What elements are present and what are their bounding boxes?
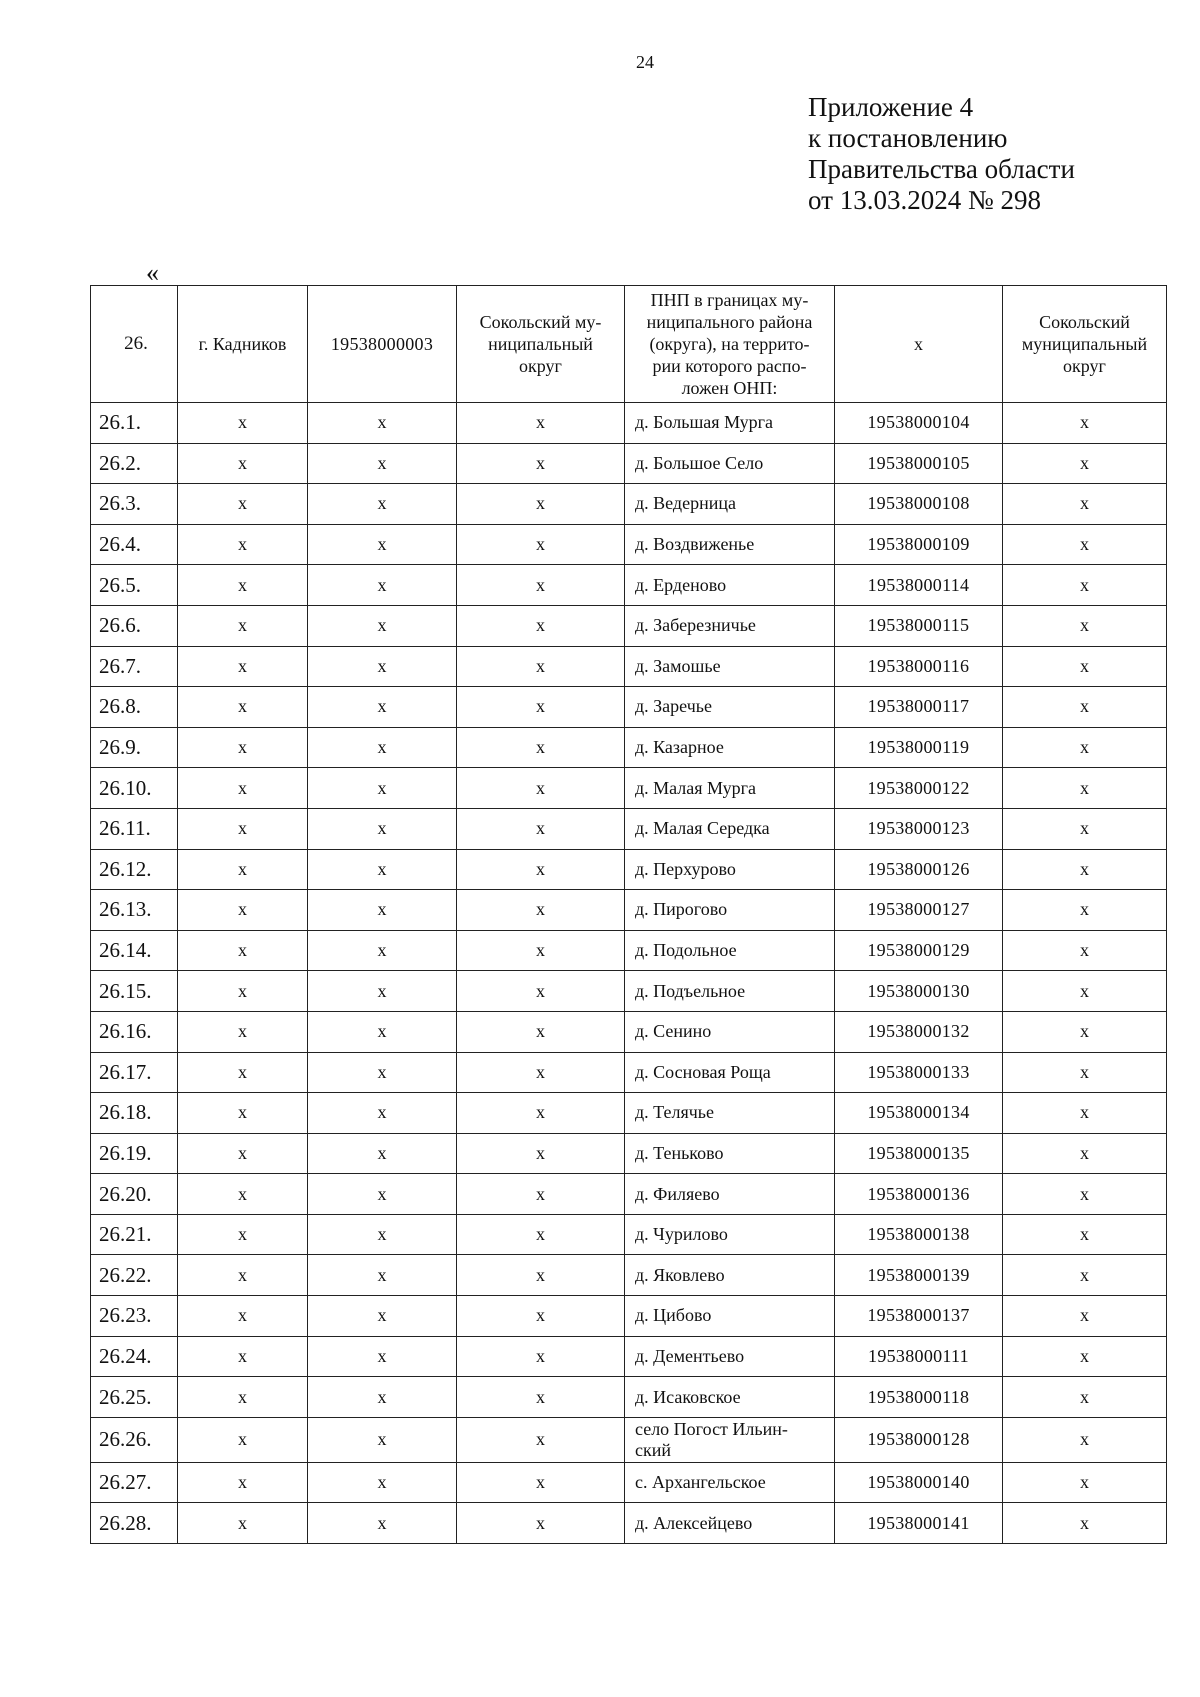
row-district: x [457,930,625,971]
row-settlement-code: 19538000126 [835,849,1003,890]
row-settlement-code: 19538000134 [835,1093,1003,1134]
row-city: x [178,1503,308,1544]
row-num: 26.19. [91,1133,178,1174]
row-district-2: x [1003,971,1167,1012]
table-row [91,1214,1167,1255]
row-district: x [457,1174,625,1215]
row-num: 26.16. [91,1011,178,1052]
row-num: 26.21. [91,1214,178,1255]
header-city: г. Кадников [178,286,308,403]
row-city: x [178,1214,308,1255]
row-settlement-code: 19538000114 [835,565,1003,606]
table-row [91,646,1167,687]
row-settlement-code: 19538000116 [835,646,1003,687]
row-city-code: x [308,443,457,484]
row-num: 26.18. [91,1093,178,1134]
row-settlement-name: д. Алексейцево [625,1503,835,1544]
row-city-code: x [308,403,457,444]
row-district-2: x [1003,768,1167,809]
row-num: 26.13. [91,890,178,931]
row-city-code: x [308,1377,457,1418]
row-settlement-code: 19538000105 [835,443,1003,484]
row-num: 26.6. [91,605,178,646]
table-row [91,930,1167,971]
row-settlement-name: д. Дементьево [625,1336,835,1377]
table-row [91,849,1167,890]
row-district-2: x [1003,1052,1167,1093]
row-city: x [178,1255,308,1296]
row-settlement-code: 19538000136 [835,1174,1003,1215]
row-city: x [178,1052,308,1093]
row-settlement-code: 19538000117 [835,687,1003,728]
row-city-code: x [308,1052,457,1093]
row-settlement-name: д. Воздвиженье [625,524,835,565]
table-row [91,808,1167,849]
row-district: x [457,646,625,687]
appendix-line-1: Приложение 4 [808,92,974,122]
row-num: 26.3. [91,484,178,525]
row-city: x [178,1174,308,1215]
header-code: 19538000003 [308,286,457,403]
row-city-code: x [308,565,457,606]
table-row [91,971,1167,1012]
table-row [91,687,1167,728]
opening-quote: « [146,258,159,287]
row-district-2: x [1003,1093,1167,1134]
appendix-heading [808,92,1075,216]
row-num: 26.1. [91,403,178,444]
row-district: x [457,524,625,565]
row-num: 26.8. [91,687,178,728]
table-row [91,1336,1167,1377]
header-pnp: ПНП в границах му- ниципального района (округа), на террито- рии которого распо- ложен ОНП: [625,286,835,403]
row-settlement-name: д. Малая Середка [625,808,835,849]
row-district-2: x [1003,1377,1167,1418]
row-district-2: x [1003,1417,1167,1462]
page-number: 24 [636,52,654,72]
row-city: x [178,768,308,809]
table-row [91,1174,1167,1215]
row-district-2: x [1003,443,1167,484]
row-num: 26.26. [91,1417,178,1462]
row-city: x [178,646,308,687]
row-district: x [457,484,625,525]
row-city: x [178,1417,308,1462]
row-settlement-name: д. Цибово [625,1296,835,1337]
row-settlement-name: д. Перхурово [625,849,835,890]
row-city: x [178,971,308,1012]
table-row [91,768,1167,809]
appendix-line-2: к постановлению [808,123,1008,153]
row-num: 26.24. [91,1336,178,1377]
appendix-line-3: Правительства области [808,154,1075,184]
row-city: x [178,403,308,444]
row-num: 26.20. [91,1174,178,1215]
row-settlement-code: 19538000109 [835,524,1003,565]
row-city: x [178,1093,308,1134]
table-row [91,605,1167,646]
row-city-code: x [308,605,457,646]
row-num: 26.15. [91,971,178,1012]
row-settlement-name: д. Ерденово [625,565,835,606]
row-district-2: x [1003,1133,1167,1174]
row-district-2: x [1003,1174,1167,1215]
row-city-code: x [308,1336,457,1377]
row-settlement-code: 19538000140 [835,1462,1003,1503]
row-city-code: x [308,646,457,687]
row-city-code: x [308,1462,457,1503]
row-district: x [457,1052,625,1093]
header-col6: x [835,286,1003,403]
row-settlement-name: д. Чурилово [625,1214,835,1255]
row-district-2: x [1003,403,1167,444]
row-num: 26.9. [91,727,178,768]
row-city: x [178,930,308,971]
row-settlement-name: д. Исаковское [625,1377,835,1418]
table-row [91,524,1167,565]
row-settlement-name: д. Большая Мурга [625,403,835,444]
row-city: x [178,1296,308,1337]
row-district-2: x [1003,890,1167,931]
row-city: x [178,1133,308,1174]
row-settlement-name: д. Большое Село [625,443,835,484]
row-district: x [457,1133,625,1174]
row-city-code: x [308,971,457,1012]
row-district-2: x [1003,484,1167,525]
row-district: x [457,1296,625,1337]
row-district: x [457,1503,625,1544]
row-num: 26.28. [91,1503,178,1544]
table-row [91,727,1167,768]
row-district: x [457,1462,625,1503]
row-city: x [178,808,308,849]
row-num: 26.7. [91,646,178,687]
table-row [91,565,1167,606]
row-city: x [178,890,308,931]
row-settlement-code: 19538000130 [835,971,1003,1012]
row-settlement-name: д. Ведерница [625,484,835,525]
row-settlement-name: д. Казарное [625,727,835,768]
row-district: x [457,768,625,809]
row-settlement-code: 19538000141 [835,1503,1003,1544]
row-district-2: x [1003,930,1167,971]
row-settlement-code: 19538000129 [835,930,1003,971]
row-district: x [457,1377,625,1418]
table-row [91,1296,1167,1337]
row-num: 26.2. [91,443,178,484]
row-city-code: x [308,1011,457,1052]
row-settlement-name: д. Малая Мурга [625,768,835,809]
row-settlement-name: с. Архангельское [625,1462,835,1503]
row-settlement-code: 19538000135 [835,1133,1003,1174]
row-district-2: x [1003,849,1167,890]
row-district: x [457,1336,625,1377]
table-row [91,1052,1167,1093]
table-row [91,1133,1167,1174]
row-district: x [457,565,625,606]
row-settlement-code: 19538000138 [835,1214,1003,1255]
table-row [91,1462,1167,1503]
row-district-2: x [1003,565,1167,606]
table-row [91,1503,1167,1544]
row-num: 26.10. [91,768,178,809]
row-city: x [178,849,308,890]
row-settlement-code: 19538000122 [835,768,1003,809]
row-district: x [457,849,625,890]
row-city-code: x [308,524,457,565]
row-city-code: x [308,1255,457,1296]
row-city-code: x [308,1417,457,1462]
table-row [91,1377,1167,1418]
table-row [91,443,1167,484]
row-num: 26.23. [91,1296,178,1337]
table-row [91,890,1167,931]
row-district-2: x [1003,1503,1167,1544]
row-settlement-code: 19538000128 [835,1417,1003,1462]
row-num: 26.22. [91,1255,178,1296]
row-city: x [178,605,308,646]
appendix-line-4: от 13.03.2024 № 298 [808,185,1041,215]
row-settlement-name: д. Подъельное [625,971,835,1012]
row-city-code: x [308,687,457,728]
table-row [91,1417,1167,1462]
row-num: 26.12. [91,849,178,890]
row-settlement-name: село Погост Ильин- ский [625,1417,835,1462]
row-city: x [178,443,308,484]
row-district: x [457,727,625,768]
row-settlement-name: д. Пирогово [625,890,835,931]
row-settlement-name: д. Заречье [625,687,835,728]
row-district: x [457,403,625,444]
row-city: x [178,484,308,525]
row-city-code: x [308,808,457,849]
row-city-code: x [308,930,457,971]
row-city-code: x [308,727,457,768]
row-city: x [178,727,308,768]
row-district-2: x [1003,1336,1167,1377]
table-header-row [91,286,1167,403]
row-district-2: x [1003,605,1167,646]
row-district: x [457,890,625,931]
row-settlement-code: 19538000137 [835,1296,1003,1337]
row-settlement-code: 19538000119 [835,727,1003,768]
row-district-2: x [1003,1296,1167,1337]
row-city: x [178,565,308,606]
row-settlement-name: д. Сенино [625,1011,835,1052]
row-city-code: x [308,1296,457,1337]
row-num: 26.14. [91,930,178,971]
header-district: Сокольский му- ниципальный округ [457,286,625,403]
row-settlement-code: 19538000133 [835,1052,1003,1093]
row-district: x [457,1214,625,1255]
row-city-code: x [308,849,457,890]
row-num: 26.25. [91,1377,178,1418]
row-district-2: x [1003,524,1167,565]
row-city: x [178,687,308,728]
row-city-code: x [308,1093,457,1134]
row-settlement-code: 19538000115 [835,605,1003,646]
row-settlement-code: 19538000108 [835,484,1003,525]
row-district-2: x [1003,646,1167,687]
settlements-table [90,285,1167,1544]
row-city: x [178,524,308,565]
row-settlement-name: д. Телячье [625,1093,835,1134]
header-col7: Сокольский муниципальный округ [1003,286,1167,403]
table-row [91,1011,1167,1052]
row-settlement-code: 19538000104 [835,403,1003,444]
row-settlement-code: 19538000118 [835,1377,1003,1418]
row-district: x [457,1093,625,1134]
row-city-code: x [308,1503,457,1544]
row-num: 26.4. [91,524,178,565]
row-settlement-name: д. Филяево [625,1174,835,1215]
row-settlement-code: 19538000139 [835,1255,1003,1296]
row-city-code: x [308,1133,457,1174]
row-district-2: x [1003,1214,1167,1255]
row-district: x [457,808,625,849]
row-settlement-name: д. Сосновая Роща [625,1052,835,1093]
row-settlement-code: 19538000132 [835,1011,1003,1052]
row-num: 26.17. [91,1052,178,1093]
row-district: x [457,687,625,728]
table-row [91,1093,1167,1134]
table-row [91,484,1167,525]
row-district-2: x [1003,1462,1167,1503]
row-settlement-name: д. Подольное [625,930,835,971]
row-settlement-code: 19538000111 [835,1336,1003,1377]
header-num: 26. [91,286,178,403]
row-city-code: x [308,890,457,931]
row-city-code: x [308,484,457,525]
table-row [91,403,1167,444]
row-district: x [457,443,625,484]
row-city: x [178,1377,308,1418]
row-settlement-name: д. Заберезничье [625,605,835,646]
row-settlement-code: 19538000127 [835,890,1003,931]
row-district-2: x [1003,727,1167,768]
row-district-2: x [1003,1255,1167,1296]
row-num: 26.11. [91,808,178,849]
row-district: x [457,1255,625,1296]
row-city-code: x [308,768,457,809]
row-settlement-name: д. Теньково [625,1133,835,1174]
row-city: x [178,1011,308,1052]
row-district: x [457,605,625,646]
row-district-2: x [1003,1011,1167,1052]
row-district: x [457,971,625,1012]
row-district: x [457,1417,625,1462]
row-settlement-name: д. Яковлево [625,1255,835,1296]
row-settlement-code: 19538000123 [835,808,1003,849]
table-row [91,1255,1167,1296]
row-city-code: x [308,1214,457,1255]
row-district-2: x [1003,808,1167,849]
row-district-2: x [1003,687,1167,728]
row-city: x [178,1462,308,1503]
row-num: 26.27. [91,1462,178,1503]
row-num: 26.5. [91,565,178,606]
row-city-code: x [308,1174,457,1215]
row-district: x [457,1011,625,1052]
row-settlement-name: д. Замошье [625,646,835,687]
row-city: x [178,1336,308,1377]
